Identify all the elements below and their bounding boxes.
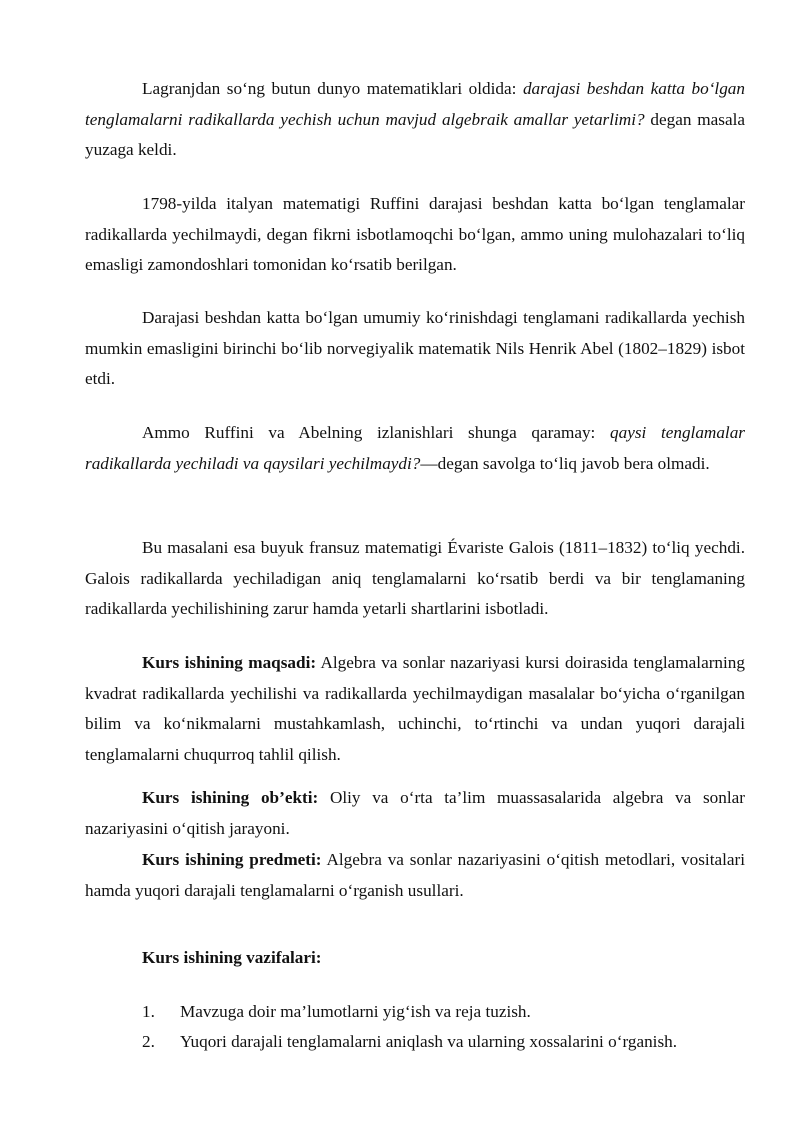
paragraph-lagrange — [85, 74, 745, 166]
paragraph-italic-question: darajasi beshdan katta bo‘lgan tenglamalarni radikallarda yechish uchun mavjud algebraik amallar yetarlimi? — [85, 79, 745, 129]
goal-text: Algebra va sonlar nazariyasi kursi doirasida tenglamalarning kvadrat radikallarda yechilishi va radikallarda yechilmaydigan masalalar bo‘yicha o‘rganilgan bilim va ko‘nikmalarni mustahkamlash, uchinchi, to‘rtinchi va undan yuqori darajali tenglamalarni chuqurroq tahlil qilish. — [85, 653, 745, 764]
paragraph-italic-question: qaysi tenglamalar radikallarda yechiladi va qaysilari yechilmaydi? — [85, 423, 745, 473]
subject-text: Algebra va sonlar nazariyasini o‘qitish metodlari, vositalari hamda yuqori darajali tenglamalarni o‘rganish usullari. — [85, 850, 745, 900]
list-item-text: Yuqori darajali tenglamalarni aniqlash va ularning xossalarini o‘rganish. — [180, 1032, 678, 1051]
paragraph-goal — [85, 648, 745, 770]
paragraph-subject — [85, 845, 745, 906]
list-item — [142, 1027, 752, 1057]
tasks-heading: Kurs ishining vazifalari: — [142, 948, 322, 967]
list-item-number: 2. — [142, 1032, 155, 1051]
paragraph-ruffini: 1798-yilda italyan matematigi Ruffini darajasi beshdan katta bo‘lgan tenglamalar radikallarda yechilmaydi, degan fikrni isbotlamoqchi bo‘lgan, ammo uning mulohazalari to‘liq emasligi zamondoshlari tomonidan ko‘rsatib berilgan. — [85, 194, 745, 274]
paragraph-abel: Darajasi beshdan katta bo‘lgan umumiy ko‘rinishdagi tenglamani radikallarda yechish mumkin emasligini birinchi bo‘lib norvegiyalik matematik Nils Henrik Abel (1802–1829) isbot etdi. — [85, 308, 745, 388]
paragraph-object — [85, 783, 745, 844]
paragraph-ruffini-abel — [85, 418, 745, 479]
paragraph-text: Lagranjdan so‘ng butun dunyo matematiklari oldida: — [142, 79, 523, 98]
subject-label: Kurs ishining predmeti: — [142, 850, 322, 869]
object-label: Kurs ishining ob’ekti: — [142, 788, 319, 807]
paragraph-galois: Bu masalani esa buyuk fransuz matematigi Évariste Galois (1811–1832) to‘liq yechdi. Galois radikallarda yechiladigan aniq tenglamalarni ko‘rsatib berdi va bir tenglamaning radikallarda yechilishining zarur hamda yetarli shartlarini isbotladi. — [85, 538, 745, 618]
paragraph-text: degan masala yuzaga keldi. — [85, 109, 745, 159]
list-item-number: 1. — [142, 1002, 155, 1021]
list-item — [142, 997, 752, 1027]
object-text: Oliy va o‘rta ta’lim muassasalarida algebra va sonlar nazariyasini o‘qitish jarayoni. — [85, 788, 745, 838]
goal-label: Kurs ishining maqsadi: — [142, 653, 317, 672]
paragraph-text: Ammo Ruffini va Abelning izlanishlari shunga qaramay: — [142, 423, 611, 442]
paragraph-text: —degan savolga to‘liq javob bera olmadi. — [420, 453, 710, 473]
list-item-text: Mavzuga doir ma’lumotlarni yig‘ish va reja tuzish. — [180, 1002, 531, 1021]
tasks-list — [142, 997, 752, 1057]
